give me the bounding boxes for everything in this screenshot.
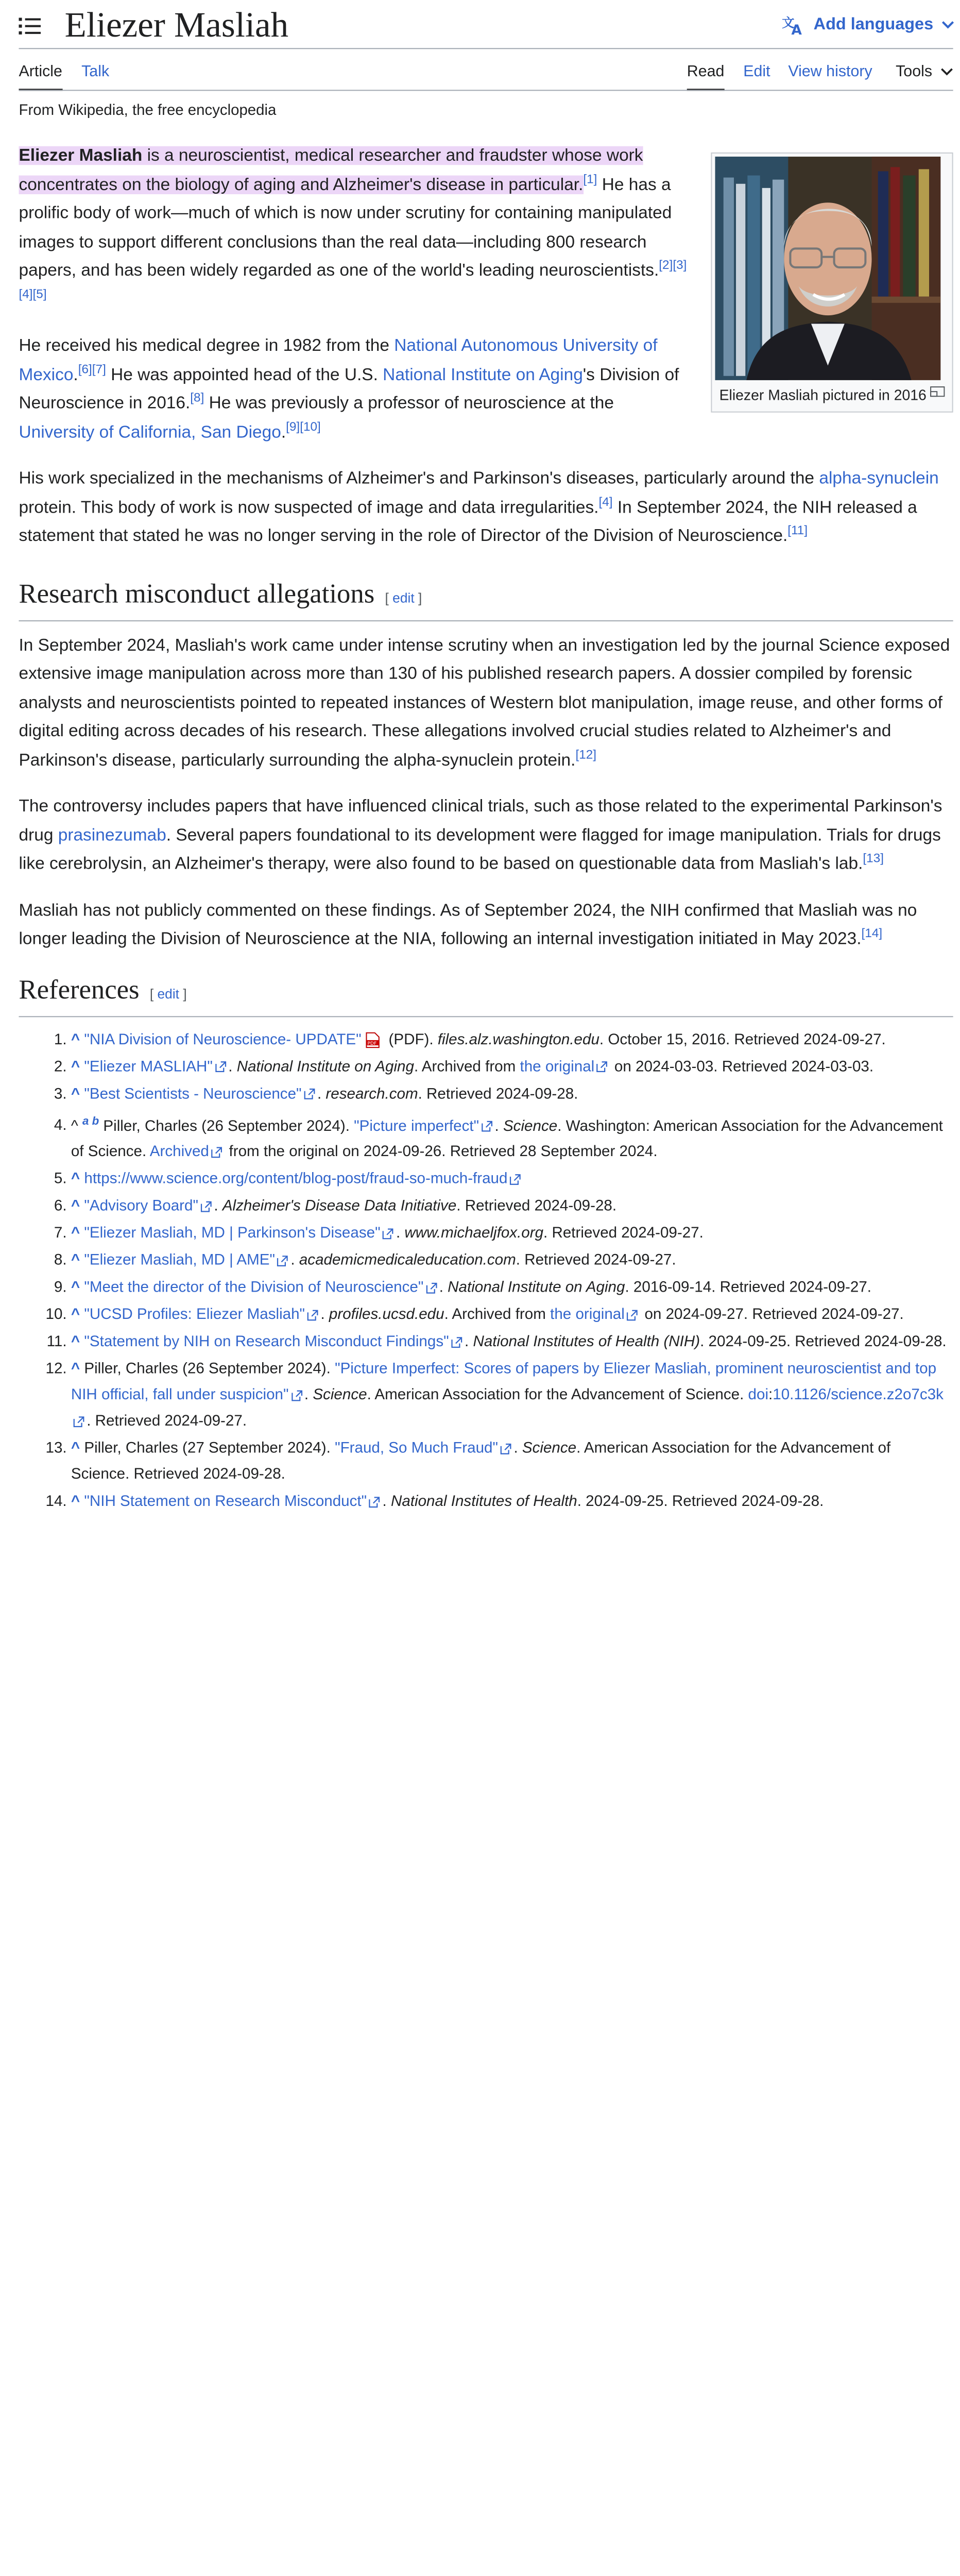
- chevron-down-icon: [940, 67, 953, 76]
- ref-link[interactable]: "Picture imperfect": [354, 1117, 479, 1135]
- external-link-icon: [369, 1497, 380, 1508]
- section-edit: [ edit ]: [149, 985, 187, 1001]
- ref-text: . Archived from: [444, 1307, 551, 1324]
- lead-text: 's Division of Neuroscience in 2016.: [19, 365, 679, 413]
- doi-link[interactable]: 10.1126/science.z2o7c3k: [773, 1387, 944, 1404]
- external-link-icon: [304, 1088, 315, 1099]
- citation[interactable]: [14]: [861, 925, 883, 941]
- lead-text: He has a prolific body of work—much of which is now under scrutiny for containing manipulated images to support different conclusions than the real data—including 800 research papers, and has been widely regarded as one of the world's leading neuroscientists.: [19, 175, 672, 280]
- reference-item: [71, 1221, 953, 1247]
- page-tabs: [19, 61, 953, 92]
- ref-text: .: [304, 1387, 313, 1404]
- page-header: [19, 4, 958, 50]
- link-ucsd[interactable]: University of California, San Diego: [19, 422, 281, 442]
- tab-article[interactable]: Article: [19, 63, 62, 91]
- backlink[interactable]: ^: [71, 1198, 80, 1215]
- tab-edit[interactable]: Edit: [743, 62, 770, 81]
- external-link-icon: [425, 1282, 437, 1294]
- ref-link[interactable]: "NIA Division of Neuroscience- UPDATE": [84, 1031, 362, 1048]
- section-heading-misconduct: [19, 576, 953, 621]
- external-link-icon: [627, 1310, 638, 1321]
- backlink[interactable]: ^: [71, 1086, 80, 1103]
- svg-text:文: 文: [782, 15, 795, 30]
- ref-text: from the original on 2024-09-26. Retrieved 28 September 2024.: [225, 1144, 658, 1161]
- ref-text: .: [439, 1279, 448, 1297]
- misconduct-paragraph-2: [19, 792, 953, 878]
- lead-text: In September 2024, the NIH released a statement that stated he was no longer serving in the role of Director of the Division of Neuroscience.: [19, 497, 917, 546]
- section-heading-references: [19, 972, 953, 1016]
- external-link-icon: [211, 1147, 222, 1158]
- ref-text: .: [228, 1058, 237, 1075]
- ref-link[interactable]: https://www.science.org/content/blog-post/fraud-so-much-fraud: [84, 1171, 508, 1188]
- backlink[interactable]: ^: [71, 1334, 80, 1351]
- infobox-caption-text: Eliezer Masliah pictured in 2016: [719, 386, 927, 403]
- backlink[interactable]: ^: [71, 1058, 80, 1075]
- ref-text: . American Association for the Advancement of Science.: [367, 1387, 748, 1404]
- ref-link[interactable]: "NIH Statement on Research Misconduct": [84, 1494, 367, 1511]
- external-link-icon: [510, 1174, 521, 1185]
- ref-source: Science: [313, 1387, 367, 1404]
- edit-section-link[interactable]: edit: [157, 985, 180, 1001]
- citation[interactable]: [2][3][4][5]: [19, 257, 687, 301]
- body-text: In September 2024, Masliah's work came under intense scrutiny when an investigation led by the journal Science exposed extensive image manipulation across more than 130 of his published research papers. A dossier compiled by forensic analysts and neuroscientists pointed to repeated instances of Western blot manipulation, image reuse, and other forms of digital editing across decades of his research. These allegations involved crucial studies related to Alzheimer's and Parkinson's disease, particularly surrounding the alpha-synuclein protein.: [19, 635, 950, 769]
- ref-text: . Retrieved 2024-09-27.: [516, 1252, 676, 1269]
- ref-text: (PDF).: [384, 1031, 438, 1048]
- external-link-icon: [215, 1061, 226, 1073]
- tab-view-history[interactable]: View history: [788, 62, 872, 81]
- ref-text: .: [290, 1252, 299, 1269]
- lead-paragraph-3: [19, 465, 953, 551]
- backlink[interactable]: ^: [71, 1171, 80, 1188]
- ref-text: . Retrieved 2024-09-27.: [543, 1225, 704, 1242]
- add-languages-label: Add languages: [813, 15, 934, 33]
- infobox-image: [711, 152, 953, 413]
- backlink[interactable]: ^: [71, 1252, 80, 1269]
- link-prasinezumab[interactable]: prasinezumab: [58, 825, 166, 844]
- section-title: References: [19, 974, 140, 1004]
- section-title: Research misconduct allegations: [19, 578, 375, 608]
- reference-item: [71, 1081, 953, 1108]
- ref-link[interactable]: "Picture Imperfect: Scores of papers by Eliezer Masliah, prominent neuroscientist and top NIH official, fall under suspicion": [71, 1361, 937, 1404]
- reference-item: [71, 1276, 953, 1302]
- reference-item: [71, 1194, 953, 1221]
- external-link-icon: [481, 1121, 492, 1132]
- ref-text: . 2024-09-25. Retrieved 2024-09-28.: [577, 1494, 824, 1511]
- section-edit: [ edit ]: [385, 589, 422, 605]
- reference-item: [71, 1357, 953, 1435]
- reference-item: [71, 1436, 953, 1488]
- ref-source: Science: [522, 1440, 577, 1458]
- ref-text: :: [768, 1387, 773, 1404]
- reference-item: [71, 1302, 953, 1329]
- link-nia[interactable]: National Institute on Aging: [383, 365, 583, 384]
- citation[interactable]: [12]: [575, 747, 597, 761]
- ref-text: . 2016-09-14. Retrieved 2024-09-27.: [625, 1279, 872, 1297]
- ref-text: .: [317, 1086, 326, 1103]
- citation[interactable]: [6][7]: [78, 361, 106, 376]
- ref-archive-link[interactable]: Archived: [149, 1144, 209, 1161]
- subject-name: Eliezer Masliah: [19, 146, 143, 165]
- ref-source: Science: [503, 1117, 558, 1135]
- backlink[interactable]: ^: [71, 1279, 80, 1297]
- ref-text: . October 15, 2016. Retrieved 2024-09-27.: [599, 1031, 886, 1048]
- chevron-down-icon: [941, 21, 954, 29]
- tabs-divider: [19, 90, 953, 91]
- external-link-icon: [200, 1201, 212, 1212]
- enlarge-icon[interactable]: [930, 386, 945, 397]
- svg-text:A: A: [792, 22, 802, 36]
- ref-link[interactable]: "Eliezer Masliah, MD | AME": [84, 1252, 275, 1269]
- backlink[interactable]: ^: [71, 1361, 80, 1378]
- reference-item: [71, 1054, 953, 1080]
- misconduct-paragraph-1: [19, 631, 953, 775]
- lead-paragraph-2: He received his medical degree in 1982 from the National Autonomous University of Mexico.[6][7] He was appointed head of the U.S. National Institute on Aging's Division of Neuroscience in 2016.[8] He was previously a professor of neuroscience at the University of California, San Diego.[9][10]: [19, 336, 679, 442]
- doi-label-link[interactable]: doi: [748, 1387, 769, 1404]
- ref-text: . American Association for the Advancement of Science. Retrieved 2024-09-28.: [71, 1440, 891, 1484]
- ref-text: . Retrieved 2024-09-28.: [456, 1198, 617, 1215]
- tab-read[interactable]: Read: [687, 63, 725, 91]
- body-text: The controversy includes papers that have influenced clinical trials, such as those related to the experimental Parkinson's drug: [19, 796, 942, 844]
- tagline: From Wikipedia, the free encyclopedia: [19, 102, 277, 120]
- ref-source: National Institute on Aging: [236, 1058, 414, 1075]
- caret-static: ^: [71, 1117, 78, 1135]
- ref-text: on 2024-09-27. Retrieved 2024-09-27.: [640, 1307, 904, 1324]
- ref-source: profiles.ucsd.edu: [329, 1307, 444, 1324]
- ref-text: .: [513, 1440, 522, 1458]
- tools-menu[interactable]: [896, 63, 953, 80]
- citation[interactable]: [8]: [190, 390, 204, 405]
- reference-item: [71, 1489, 953, 1516]
- ref-text: on 2024-03-03. Retrieved 2024-03-03.: [610, 1058, 874, 1075]
- main-menu-icon[interactable]: [19, 16, 42, 35]
- link-unam[interactable]: National Autonomous University of Mexico: [19, 336, 658, 384]
- citation[interactable]: [1]: [583, 171, 597, 186]
- ref-source: National Institute on Aging: [448, 1279, 625, 1297]
- misconduct-paragraph-3: [19, 896, 953, 954]
- ref-link[interactable]: "Fraud, So Much Fraud": [335, 1440, 499, 1458]
- infobox-caption: [715, 380, 949, 409]
- reference-item: [71, 1027, 953, 1054]
- external-link-icon: [291, 1390, 302, 1401]
- lead-text: His work specialized in the mechanisms of Alzheimer's and Parkinson's diseases, particularly around the: [19, 469, 819, 488]
- ref-link[interactable]: "Eliezer Masliah, MD | Parkinson's Disease": [84, 1225, 381, 1242]
- ref-text: Piller, Charles (26 September 2024).: [84, 1361, 335, 1378]
- ref-text: .: [214, 1198, 222, 1215]
- portrait-photo[interactable]: [715, 157, 940, 380]
- ref-text: . Retrieved 2024-09-28.: [418, 1086, 578, 1103]
- backlinks[interactable]: a b: [82, 1114, 99, 1128]
- ref-text: . Archived from: [414, 1058, 520, 1075]
- ref-archive-link[interactable]: the original: [520, 1058, 595, 1075]
- external-link-icon: [500, 1443, 511, 1454]
- ref-source: files.alz.washington.edu: [437, 1031, 599, 1048]
- citation[interactable]: [9][10]: [286, 418, 321, 434]
- ref-text: . Washington: American Association for the Advancement of Science.: [71, 1117, 943, 1161]
- body-text: Masliah has not publicly commented on these findings. As of September 2024, the NIH confirmed that Masliah was no longer leading the Division of Neuroscience at the NIA, following an internal investigation initiated in May 2023.: [19, 901, 917, 948]
- lead-text: protein. This body of work is now suspected of image and data irregularities.: [19, 497, 599, 517]
- language-icon: [782, 14, 805, 36]
- external-link-icon: [73, 1416, 84, 1428]
- ref-link[interactable]: "Advisory Board": [84, 1198, 198, 1215]
- page-title: Eliezer Masliah: [64, 6, 289, 45]
- external-link-icon: [451, 1337, 462, 1348]
- ref-link[interactable]: "UCSD Profiles: Eliezer Masliah": [84, 1307, 305, 1324]
- references-list: [19, 1027, 953, 1516]
- citation[interactable]: [11]: [787, 522, 808, 537]
- ref-text: .: [396, 1225, 405, 1242]
- backlink[interactable]: ^: [71, 1440, 80, 1458]
- body-text: . Several papers foundational to its development were flagged for image manipulation. Trials for drugs like cerebrolysin, an Alzheimer's therapy, were also found to be based on questionable data from Masliah's lab.: [19, 825, 941, 873]
- external-link-icon: [383, 1228, 394, 1240]
- reference-item: [71, 1248, 953, 1275]
- add-languages-button[interactable]: [782, 14, 954, 36]
- edit-section-link[interactable]: edit: [392, 589, 415, 605]
- ref-link[interactable]: "Statement by NIH on Research Misconduct Findings": [84, 1334, 449, 1351]
- svg-text:PDF: PDF: [367, 1041, 377, 1046]
- ref-text: . 2024-09-25. Retrieved 2024-09-28.: [700, 1334, 947, 1351]
- external-link-icon: [307, 1310, 318, 1321]
- ref-text: .: [465, 1334, 473, 1351]
- article-content: [19, 142, 953, 1517]
- ref-text: . Retrieved 2024-09-27.: [87, 1413, 247, 1430]
- lead-text: He was appointed head of the U.S.: [106, 365, 383, 384]
- ref-text: .: [320, 1307, 329, 1324]
- title-divider: [19, 48, 953, 49]
- reference-item: [71, 1167, 953, 1193]
- lead-text: is a neuroscientist, medical researcher and fraudster whose work concentrates on the biology of aging and Alzheimer's disease in particular.: [19, 146, 643, 194]
- backlink[interactable]: ^: [71, 1031, 80, 1048]
- backlink[interactable]: ^: [71, 1307, 80, 1324]
- ref-source: National Institutes of Health: [390, 1494, 577, 1511]
- ref-archive-link[interactable]: the original: [550, 1307, 625, 1324]
- reference-item: [71, 1109, 953, 1166]
- ref-text: Piller, Charles (27 September 2024).: [80, 1440, 335, 1458]
- pdf-icon: [365, 1031, 381, 1048]
- link-alpha-synuclein[interactable]: alpha-synuclein: [819, 469, 939, 488]
- citation[interactable]: [4]: [598, 494, 613, 509]
- ref-link[interactable]: "Eliezer MASLIAH": [84, 1058, 213, 1075]
- backlink[interactable]: ^: [71, 1225, 80, 1242]
- external-link-icon: [277, 1255, 288, 1266]
- backlink[interactable]: ^: [71, 1494, 80, 1511]
- lead-text: He received his medical degree in 1982 from the: [19, 336, 395, 355]
- ref-source: National Institutes of Health (NIH): [473, 1334, 700, 1351]
- ref-text: Piller, Charles (26 September 2024).: [99, 1117, 354, 1135]
- ref-source: www.michaeljfox.org: [404, 1225, 544, 1242]
- ref-source: academicmedicaleducation.com: [299, 1252, 516, 1269]
- ref-source: research.com: [325, 1086, 418, 1103]
- ref-text: .: [494, 1117, 503, 1135]
- citation[interactable]: [13]: [863, 850, 884, 866]
- ref-source: Alzheimer's Disease Data Initiative: [222, 1198, 457, 1215]
- reference-item: [71, 1330, 953, 1356]
- lead-text: He was previously a professor of neuroscience at the: [204, 394, 614, 413]
- highlighted-sentence: [19, 146, 643, 194]
- tab-talk[interactable]: Talk: [81, 62, 110, 81]
- tools-label: Tools: [896, 62, 933, 81]
- ref-link[interactable]: "Meet the director of the Division of Neuroscience": [84, 1279, 424, 1297]
- ref-link[interactable]: "Best Scientists - Neuroscience": [84, 1086, 302, 1103]
- ref-text: .: [382, 1494, 391, 1511]
- external-link-icon: [596, 1061, 608, 1073]
